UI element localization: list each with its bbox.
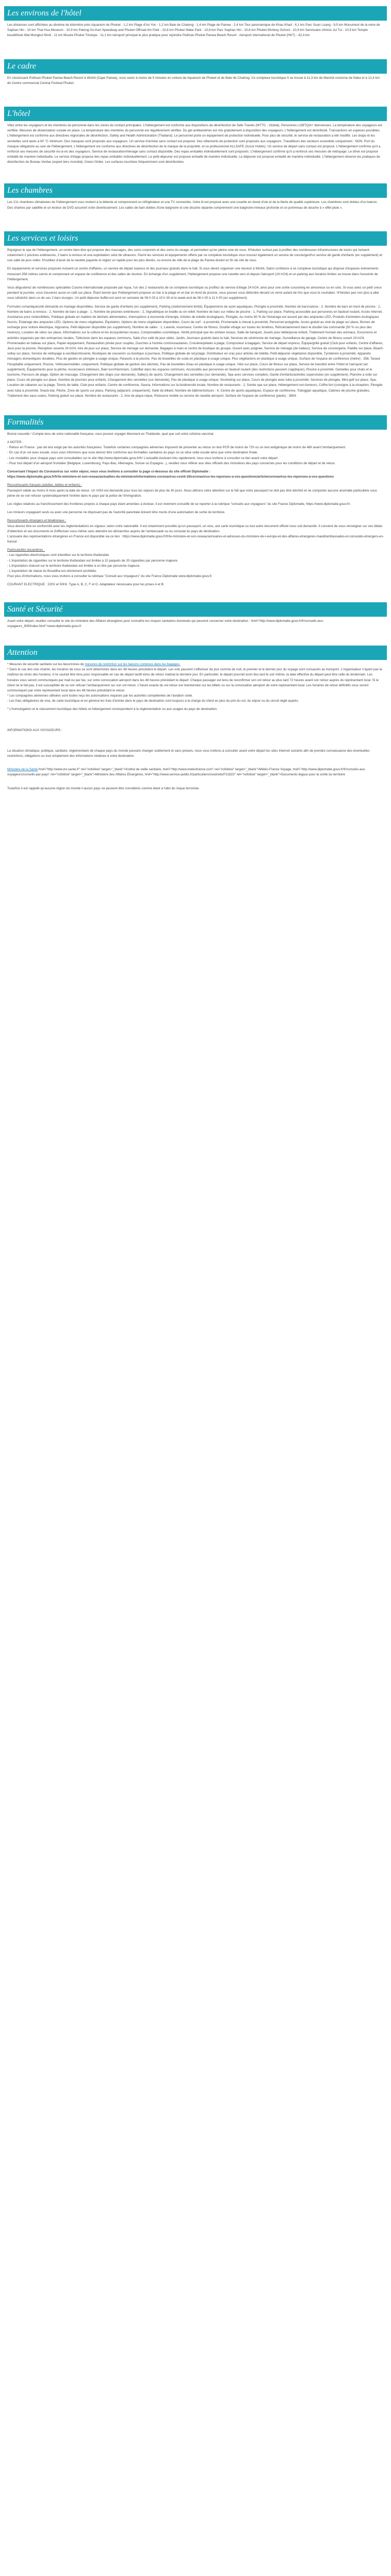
ministere-sante-link[interactable]: Ministère de la Santé	[7, 768, 38, 772]
attention-links-text: href="http://www.inv.sante.fr" rel="nofollow" target="_blank">Institut de veille sanitaire, href="http://www.meteofrance.com" rel="nofollow" target="_blank">Météo-France Voyage, href="http://www.diplomatie.gouv.fr/fr/conseils-aux-voyageurs/conseils-par-pays" rel="nofollow" target="_blank">Ministère des Affaires Étrangères, href="http://www.service-public.fr/particuliers/vosdroits/F21823" rel="nofollow" target="_blank">Documents légaux pour la sortie du territoire	[7, 768, 366, 777]
formalites-important-title: Concernant l'impact du Coronavirus sur votre séjour, nous vous invitons à consulter la page ci-dessous du site officiel Diplomatie :	[7, 470, 210, 473]
formalites-intro: Bonne nouvelle ! Compte tenu de votre nationalité française, vous pouvez voyager librement en Thaïlande, quel que soit votre schéma vaccinal.	[7, 432, 215, 436]
attention-restriction-link[interactable]: mesures de restriction sur les liaisons contenus dans les bagages.	[85, 662, 181, 666]
section-title-chambres: Les chambres	[4, 183, 387, 198]
attention-p1-prefix: * Mesures de sécurité sanitaire sur les lieux/zones de	[7, 662, 85, 666]
section-title-services: Les services et loisirs	[4, 231, 387, 246]
page	[0, 0, 391, 791]
section-body-chambres	[4, 198, 387, 210]
chambres-text: Les 211 chambres climatisées de l'hébergement vous invitent à la détente et comprennent un réfrigérateur et une TV connectée. Votre lit est proposé avec une couette en duvet d'oie et de la literie de qualité supérieure. Les chambres sont dotées d'un balcon. Des chaînes par satellite et un lecteur de DVD assurent votre divertissement. Les salles de bain dotées d'une baignoire et une douche séparée comprennent une baignoire-niveaux profonde et un pommeau de douche à « effet pluie ».	[7, 200, 378, 210]
section-formalites	[4, 415, 387, 588]
section-body-formalites	[4, 430, 387, 588]
formalites-foreign-text: Vous devrez être en conformité avec les réglementations en vigueur, selon votre nationalité. Il est notamment possible qu'un passeport, un visa, une carte touristique ou tout autre document officiel vous soit demandé. Il convient de vous renseigner sur ses délais d'obtention et ses documents et d'effectuer vous-même sans attendre les démarches auprès de l'ambassade ou du consulat du pays de destination. L'annuaire des représentations étrangères en France est disponible via ce lien : https://www.diplomatie.gouv.fr/fr/le-ministere-et-son-reseau/annuaires-et-adresses-du-ministere-de-l-europe-et-des-affaires-etrangeres-maedi/ambassades-et-consulats-etrangers-en-france/	[7, 524, 384, 544]
section-title-cadre: Le cadre	[4, 59, 387, 74]
formalites-courant: COURANT ELECTRIQUE : 220V et 50Hz. Type A, B, C, F et O. Adaptateur nécessaire pour les prises A et B.	[7, 583, 165, 587]
section-title-hotel: L'hôtel	[4, 107, 387, 121]
section-sante	[4, 602, 387, 629]
section-body-environs	[4, 21, 387, 39]
section-body-attention	[4, 660, 387, 791]
sante-text: Avant votre départ, veuillez consulter le site du ministère des Affaires étrangères pour connaître les risques sanitaires éventuels qui peuvent concerner votre destination : href="http://www.diplomatie.gouv.fr/fr/conseils-aux-voyageurs_909/index.html">www.diplomatie.gouv.fr	[7, 619, 324, 628]
hotel-text: Vitez entre les voyageurs et les membres du personnel dans les zones de contact principales. L'hébergement est conforme aux dispositions de désinfection de Safe Travels (WTTC - Global), Personnes LGBTQIA+ bienvenues. La température des voyageurs est vérifiée. Mesures de distanciation sociale en place. La température des membres du personnel est régulièrement vérifiée. Du gel antibactérien est mis gratuitement à disposition des voyageurs. L'hébergement est désinfecté. Transactions en espèces possibles. L'hébergement est conforme aux directives régionales de désinfection, Safety and Health Administration (Thailand). Le personnel porte un équipement de protection individuelle. Pour plus de sécurité, le service de restauration a été modifié. Les draps et les serviettes sont lavés à 60 °C minimum. Des masques sont proposés aux voyageurs. Un service d'arrivée sans contact est proposé. Des vêtements de protection sont proposés aux voyageurs. Travailleurs des secteurs essentiels uniquement : NON. Port du masque obligatoire au sein de l'hébergement. L'hébergement est conforme aux directives de désinfection de la marque de la propriété, et ce professionnel ALLSAFE (Accor Hotels). Un service de départ sans contact est proposé. L'hébergement confirme qu'il a renforcé ses mesures de sécurité vis-à-vis des voyageurs. Service de restauration/ménage sans contact disponible. Des repas emballés individuellement sont proposés. L'hébergement confirme qu'il a renforcé ses mesures de nettoyage. Le dîner est proposé emballé de manière individuelle. Le service d'étage propose des repas emballés individuellement. Le petit-déjeuner est proposé emballé de manière individuelle. Le déjeuner est proposé emballé de manière individuelle. L'hébergement observe les pratiques de désinfection du Bureau Veritas (expert tiers mondial), Green Globe. Les surfaces touchées fréquemment sont désinfectées.	[7, 123, 382, 164]
section-environs	[4, 6, 387, 39]
formalites-important-link[interactable]: https://www.diplomatie.gouv.fr/fr/le-ministere-et-son-reseau/actualites-du-ministere/informations-coronavirus-covid-19/coronavirus-les-reponses-a-vos-questions/article/coronavirus-les-reponses-a-vos-questions	[7, 475, 334, 479]
section-body-services	[4, 246, 387, 399]
section-body-sante	[4, 617, 387, 629]
section-title-attention: Attention	[4, 646, 387, 660]
formalites-res-title: Ressortissants français (adultes, bébés et enfants) :	[7, 483, 82, 487]
cadre-text: En choisissant Pullman Phuket Panwa Beach Resort à Wichit (Cape Panwa), vous serez à moins de 5 minutes en voiture de Aquarium de Phuket et de Baie de Chalong. Ce complexe touristique 5 se trouve à 11,3 km de Marché nocturne de Naka et à 12,4 km de Centre commercial Central Festival Phuket.	[7, 76, 380, 85]
formalites-particular-text: - Les cigarettes électroniques sont interdites sur le territoire thaïlandais - L'importation de cigarettes sur le territoire thaïlandais est limitée à 10 paquets de 20 cigarettes par personne majeure. - L'importation d'alcool sur le territoire thaïlandais est limitée à un litre par personne majeure. - L'exportation de statue du Bouddha est strictement prohibée. Pour plus d'informations, nous vous invitons à consulter la rubrique "Conseil aux Voyageurs" du site France Diplomatie www.diplomatie.gouv.fr	[7, 553, 212, 579]
environs-text: Les distances sont affichées au dixième de kilomètre près Aquarium de Phuket - 1,2 km Plage d'Ao Yon - 1,2 km Baie de Chalong - 1,4 km Plage de Panwa - 2,4 km Tour panoramique de Khao Khad - 6,1 km Parc Suan Luang - 9,5 km Monument de la reine de Saphan Hin - 10 km Thai Hua Museum - 10,9 km Patong Go-Kart Speedway and Phuket Offroad Atv Park - 10,8 km Phuket Wake Park - 10,8 km Parc Saphan Hin - 10,8 km Phuket Monkey School - 10,9 km Sanctuaire chinois Jui Tui - 10,9 km Temple bouddhiste Wat Mongkol Nimit - 11 km Musée Phuket Trickeye - 11,1 km Aéroport principal le plus pratique pour rejoindre Pullman Phuket Panwa Beach Resort : Aéroport international de Phuket (HKT) - 42,4 km	[7, 23, 380, 38]
section-services	[4, 231, 387, 399]
formalites-minors-text: Les règles relatives au franchissement des frontières propres à chaque pays étant amenées à évoluer, il est vivement conseillé de se reporter à la rubrique "conseils aux voyageurs" du site France Diplomatie, https://www.diplomatie.gouv.fr/.	[7, 502, 351, 506]
section-cadre	[4, 59, 387, 86]
services-text-2: En équipements et services proposés incluent un centre d'affaires, un service de départ express et des journaux gratuits dans le hall. Si vous devez organiser une réunion à Wichit, Salon confiance à ce complexe touristique qui dispose d'espaces évènements mesurant 358 mètres carrés et comprenant un espace de conférence et des salles de réunion. En échange d'un supplément, l'hébergement propose une navette vers et depuis l'aéroport (24 h/24) et un parking aux horaires limites se trouve dans l'enceinte de l'hébergement.	[7, 267, 379, 281]
formalites-note-label: A NOTER :	[7, 440, 24, 445]
services-text-3: Vous dégusterez de nombreuses spécialités Cuisine internationale proposée par Aqua, l'un des 2 restaurants de ce complexe touristique ou profitez du service d'étage 24 h/24, ainsi pour une sortie cocooning en amoureux ou en solo. Si vous avez un petit creux pendant la journée, vous trouverez aussi un café sur place. Étant donné que l'hébergement propose un bar à la plage et un bar en bord de piscine, vous pouvez vous détendre devant un verre autant de fois que vous le souhaitez. N'hésitez pas non plus à aller vous rafraîchir dans un de ses 2 bars lounges. Un petit déjeuner buffet est servi en semaine de 06 h 00 à 10 h 30 et le week-end de 06 h 00 à 11 h 00 (en supplément).	[7, 285, 382, 300]
services-text-4: Formules romantiques/de demande en mariage disponibles, Service de garde d'enfants (en supplément), Parking (stationnement limité). Équipements de sport aquatiques, Plongée à proximité, Nombre de bars/salons : 2, Nombre de bars en bord de piscine : 1, Nombre de bains à remous : 2, Nombre de bars à plage : 1, Nombre de piscines extérieures : 2, Signalétique en braille ou en relief, Nombre de bars sur milieu de piscine : 1, Parking sur place, Parking accessible aux personnes en fauteuil roulant, Accès Internet. Assistance pour visites/billets, Publique globale en matière de déchets alimentaires, Interruptions à économie d'énergie, Articles de toilette écologiques, Plongée, Au moins 80 % de l'éclairage est assuré par des ampoules LED, Produits d'entretien écologiques fournis, Éclairage des ampoules LED, Options de menu végétarien, Équitation, Options de menu végétarien disponibles, Cours de surf - à proximité, Promenade à cheval à proximité, Personnel polyglotte, Accès gratuit au club de plage sur place, Bornes de recharge pour voiture électrique, Algorama, Petit-déjeuner disponible (en supplément), Nombre de salles : 1, Laverie, Ascenseur, Centre de fitness, Double vitrage sur toutes les fenêtres, Rétroéclairement dans le doublé Isla commandé (50 % ou plus des revenus), Location de vélos sur place, Informations sur la culture et les écosystèmes locaux, Compostables cosmétique, Vérité principal que les artistes locaux, Salle de banquet, Jouets pour bébé/jeune enfant, Traitement humain des animaux, Excursions et activités organisés par des entreprises locales, Télévision dans les espaces communs, Salle d'un café de jeux vidéo, Jardin, Journaux gratuits dans le hall, Services de cérémonie de mariage, Surveillance de garage, Centre de fitness ouvert 24 h/24, Promenades en bateau sur place, Papier-équipement, Restauration privée pour couples, Douches à l'entrée communautaires, Croisière/pédalo à plage, Composteur à bagages, Service de départ express, Équipe/grillé gratuit (Club pour enfants, Centre d'affaires, Jeux pour la piscine, Réception ouverte 24 h/24, Aire de jeux sur place, Service de ménage sur demande, Bagages à main et centre de boutique du groupe, Ouvert avec poignée, Service de ménage (de traiteur), Service de conciergerie, Paddle sur place, Beach-volley sur place, Service de nettoyage à sec/blanchisserie, Boutiques de souvenirs ou boutique à journaux, Politique globale de recyclage, Distributeur en vrac pour articles de toilette, Petit-déjeuner végétarien disponible, Tyrolienne à proximité, Appareils ménagers domestiques durables, Plus de gardes en plongée à usage unique, Parasols à la piscine, Pas de bouteilles de soda en plastique à usage unique, Plus végétariens en plastique à usage unique, Surface de l'espace de conférence (mètre) : 358, Tarasé l'hospitalité uniquement, Piscine, Véhicule/mobilier, uniquement, Politique globale de gestion des déchets, Pas de bouteilles d'eau en plastique à usage unique, Vélo sur place, Cours de fitness sur place, Service de transfert entre l'hôtel et l'aéroport (en supplément), Équipements pour la pêche, Ascenseurs intérieurs, Bain turc/Hammam, Café/Bar dans les espaces communs, Accessible aux personnes en fauteuil roulant (des restrictions peuvent s'appliquer), Piscine à proximité, Gamelles pour chats et le tourisme, Parcours de plage, Option de massage, Changement des draps (sur demande), Salle(s) de sports, Changement des serviettes (sur demande), Spa avec services complets, Garde d'enfants/activités supervisées (en supplément), Planche à voile sur place, Cours de plongée sur place, Nombre de piscines pour enfants, Changement des serviettes (sur demande), Pas de plastique à usage unique, Snorkeling sur place, Cours de plongée avec tuba à proximité, Services de plongée, Mini-golf sur place, Spa, Location de cabanes sur la plage, Tennis de table, Club pour enfants, Centre de conférence, Sauna, Informations sur la biodiversité locale, Nombre de restaurants : 2, Soirée spa sur place, Hébergement non-fumeurs, Coffre-fort (consigne à la réception, Plongée avec tuba à proximité, Snack-bar, Pêche, Zone de sports sur place, Parking (adjacent, uniquement), Salle de billard, Nombre de bâtiments/tours : 4, Centre de sports aquatiques, Espace de conférence, Toboggan aquatique, Cabines de piscine gratuites, Traitement des eaux usées, Parking gratuit sur place, Nombre de restaurants : 2, Aire de pique-nique, Ristourne mobile ou service de navette aéroport, Surface de l'espace de conférence (pieds) : 3854.	[7, 304, 384, 398]
services-text-1: Rejoignez le spa de l'hébergement, un centre bien-être qui propose des massages, des soins corporels et des soins du visage, et permettez qu'en pleine voie de vous. N'hésitez surtout pas à profiter des nombreuses infrastructures de loisirs qui incluent notamment 2 piscines extérieures, 2 bains à remous et une exploitation celui de ultrasons. Parmi les services et équipements offerts par ce complexe touristique vous trouvez également un service de concierge/d'un service de garde d'enfants (en supplément) et une salle de jeux vidéo. N'oubliez d'avoir de la navette payante et réglez un rapide pour les plus élevés, ou encore de ville de la plage de Panwa durant en fin de cité de vous.	[7, 248, 382, 263]
section-chambres	[4, 183, 387, 210]
formalites-res-text: Passeport valide au moins 6 mois après la date de retour. Un VISA est demandé pour tous les séjours de plus de 30 jours. Nous attirons votre attention sur le fait que votre passeport ne doit pas être déchiré et ne comporter aucune anomalie particulière sous peine de se voir refuser systématiquement l'entrée dans le pays par la police de l'immigration.	[7, 488, 377, 498]
section-title-sante: Santé et Sécurité	[4, 602, 387, 617]
formalites-particular-title: Particularités douanières :	[7, 548, 45, 552]
section-body-hotel	[4, 121, 387, 165]
section-title-formalites: Formalités	[4, 415, 387, 430]
formalites-minors2-text: Les mineurs voyageant seuls ou avec une personne ne disposant pas de l'autorité parentale doivent être munis d'une autorisation de sortie du territoire.	[7, 511, 225, 515]
attention-info-title: INFORMATIONS AUX VOYAGEURS :	[7, 728, 62, 732]
formalites-foreign-title: Ressortissants étrangers et binationaux :	[7, 519, 67, 523]
section-title-environs: Les environs de l'hôtel	[4, 6, 387, 21]
attention-p2: * L'homologation et le classement touristique des hôtels et hébergement correspondent à la réglementation ou aux usages du pays de destination.	[7, 707, 218, 711]
attention-info-text: La situation climatique, politique, sanitaire, réglementaire de chaque pays du monde pouvant changer subitement et sans préavis, nous vous invitons à consulter avant votre départ les sites Internet suivants afin de prendre connaissance des éventuelles restrictions, obligations ou tout simplement des informations relatives à votre destination.	[7, 749, 370, 758]
section-attention	[4, 646, 387, 791]
formalites-notes: - Retour en France : pas de test exigé par les autorités françaises. Toutefois certaines compagnies aériennes imposent de présenter au retour un test PCR de moins de 72h ou un test antigénique de moins de 48h avant l'embarquement. - En cas d'un vol avec escale, nous vous informons que vous devrez être conforme aux formalités sanitaires du pays où se situe cette escale ainsi que votre destination finale. - Les modalités pour chaque pays sont consultables sur le site http://www.diplomatie.gouv.fr/fr/ L'actualité évoluant très rapidement, nous vous invitons à consulter ce lien avant votre départ. - Pour tout départ d'un aéroport frontalier (Belgique, Luxembourg, Pays-Bas, Allemagne, Suisse ou Espagne...), veuillez vous référer aux sites officiels des ministères des pays concernés pour les conditions de départ et de retour.	[7, 446, 346, 465]
section-hotel	[4, 107, 387, 165]
attention-p1-rest: * Dans le cas des vols charter, les horaires de vous se sont déterminés dans les 48 heures précédent le départ. Les vols peuvent s'effectuer de jour comme de nuit, le premier et le dernier jour du voyage sont consacrés au transport. L'organisateur n'ayant pas la maîtrise du choix des horaires, il ne saurait être tenu pour responsable en cas de départ tardif et/ou de retour matinal la dernière jour. En particulier, le départ pourrait avoir lieu tard le soir même, la date effective du départ peut être celle du lendemain. Les horaires vous seront communiqués par mail ou par fax, sur votre convocation aéroport dans les 48 heures précédant le départ. Chaque passager est tenu de reconfirmer son vol retour au plus tard 72 heures avant son retour auprès du représentant local. Si le client ne le fait pas, il est susceptible de se voir refuser l'embarquement sur son vol retour. L'heure exacte du vol retour est mentionnée sur les billets ou sur la convocation aéroport de votre représentant local. Les horaires de retour définitifs vous seront communiqués par votre représentant local dans les 48 heures précédant le retour. * Les compagnies aériennes utilisées sont toutes reçu les autorisations requises par les autorités compétentes de l'aviation civile. - Les frais obligatoires de visa, de carte touristique et en général les frais d'entrée dans le pays de destination sont toujours à la charge du client en plus du prix du vol, du séjour ou du circuit réglé auprès.	[7, 668, 382, 703]
attention-closing: Toutefois il est rappelé qu'aucune région du monde n'aucun pays ne peuvent être considérés comme étant à l'abri du risque terroriste.	[7, 786, 200, 790]
section-body-cadre	[4, 74, 387, 86]
